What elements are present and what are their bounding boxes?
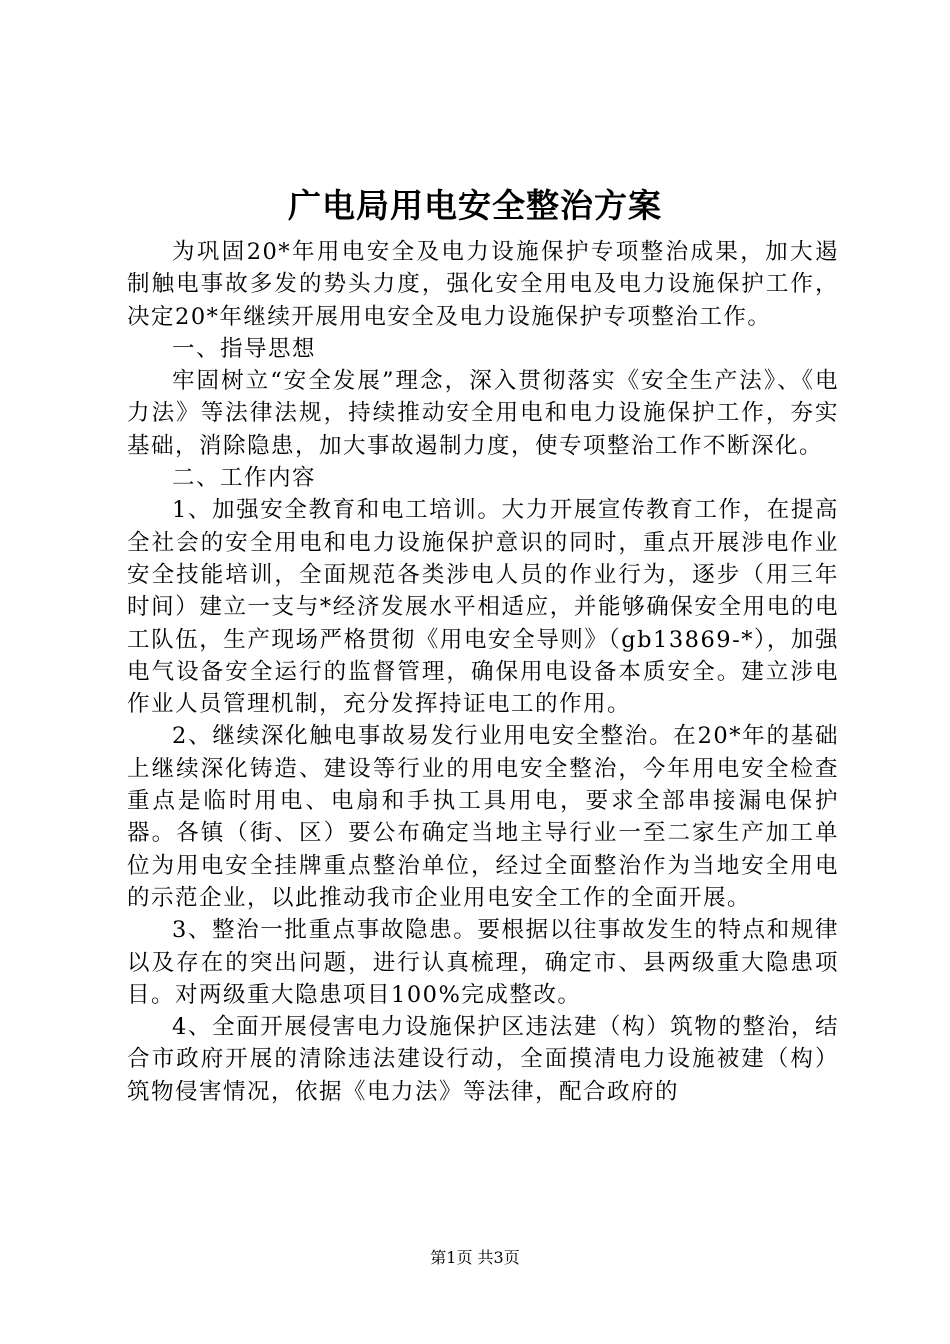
section-heading-guiding-ideology: 一、指导思想 xyxy=(172,335,317,362)
page-number-footer: 第1页 共3页 xyxy=(430,1248,520,1267)
document-body xyxy=(127,236,839,1108)
work-item-2-paragraph: 2、继续深化触电事故易发行业用电安全整治。在20*年的基础上继续深化铸造、建设等行业的用电安全整治，今年用电安全检查重点是临时用电、电扇和手执工具用电，要求全部串接漏电保护器。各镇（街、区）要公布确定当地主导行业一至二家生产加工单位为用电安全挂牌重点整治单位，经过全面整治作为当地安全用电的示范企业，以此推动我市企业用电安全工作的全面开展。 xyxy=(127,723,839,911)
section-heading-work-content: 二、工作内容 xyxy=(172,465,317,492)
work-item-3-paragraph: 3、整治一批重点事故隐患。要根据以往事故发生的特点和规律以及存在的突出问题，进行认真梳理，确定市、县两级重大隐患项目。对两级重大隐患项目100%完成整改。 xyxy=(127,917,839,1008)
intro-paragraph: 为巩固20*年用电安全及电力设施保护专项整治成果，加大遏制触电事故多发的势头力度，强化安全用电及电力设施保护工作，决定20*年继续开展用电安全及电力设施保护专项整治工作。 xyxy=(127,239,839,330)
work-item-4-paragraph: 4、全面开展侵害电力设施保护区违法建（构）筑物的整治，结合市政府开展的清除违法建设行动，全面摸清电力设施被建（构）筑物侵害情况，依据《电力法》等法律，配合政府的 xyxy=(127,1014,839,1105)
work-item-1-paragraph: 1、加强安全教育和电工培训。大力开展宣传教育工作，在提高全社会的安全用电和电力设施保护意识的同时，重点开展涉电作业安全技能培训，全面规范各类涉电人员的作业行为，逐步（用三年时间）建立一支与*经济发展水平相适应，并能够确保安全用电的电工队伍，生产现场严格贯彻《用电安全导则》（gb13869-*），加强电气设备安全运行的监督管理，确保用电设备本质安全。建立涉电作业人员管理机制，充分发挥持证电工的作用。 xyxy=(127,497,839,718)
guiding-ideology-paragraph: 牢固树立“安全发展”理念，深入贯彻落实《安全生产法》、《电力法》等法律法规，持续推动安全用电和电力设施保护工作，夯实基础，消除隐患，加大事故遏制力度，使专项整治工作不断深化。 xyxy=(127,368,839,459)
document-title: 广电局用电安全整治方案 xyxy=(288,186,662,225)
